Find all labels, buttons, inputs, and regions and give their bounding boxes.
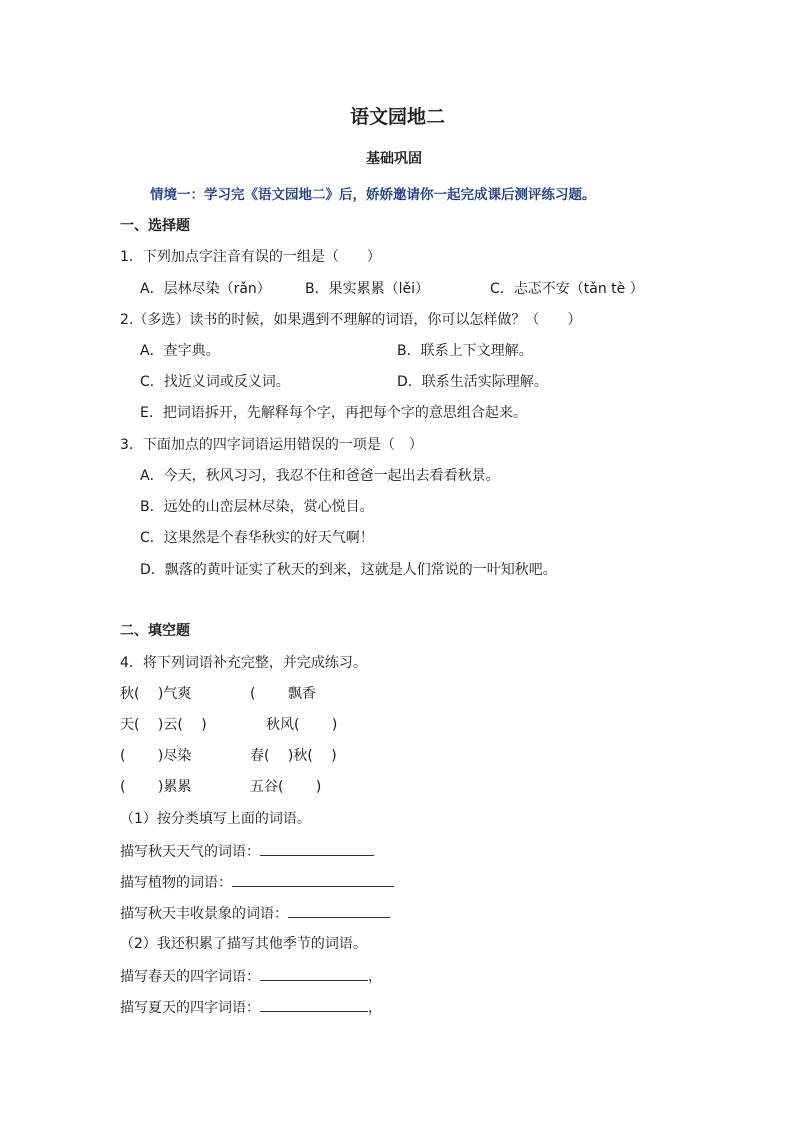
idiom-blank-6: 春( )秋( ) bbox=[250, 748, 337, 764]
answer-blank[interactable] bbox=[260, 996, 368, 1012]
fill-line-harvest bbox=[120, 902, 390, 924]
question-2-stem: 2.（多选）读书的时候，如果遇到不理解的词语，你可以怎样做？（ ） bbox=[120, 312, 582, 328]
idiom-blank-1: 秋( )气爽 bbox=[120, 686, 192, 702]
fill-comma: ， bbox=[368, 969, 382, 985]
fill-label: 描写植物的词语： bbox=[120, 875, 232, 891]
fill-label: 描写春天的四字词语： bbox=[120, 969, 260, 985]
question-1-option-b: B．果实累累（lěi） bbox=[305, 281, 429, 297]
fill-line-plants bbox=[120, 871, 394, 893]
scenario-intro: 情境一：学习完《语文园地二》后，娇娇邀请你一起完成课后测评练习题。 bbox=[150, 187, 596, 203]
fill-line-spring bbox=[120, 965, 382, 987]
question-2-option-b: B．联系上下文理解。 bbox=[397, 343, 533, 359]
question-3-stem: 3．下面加点的四字词语运用错误的一项是（ ） bbox=[120, 437, 423, 453]
question-2-option-e: E．把词语拆开，先解释每个字，再把每个字的意思组合起来。 bbox=[140, 405, 527, 421]
section-heading-choice: 一、选择题 bbox=[120, 218, 190, 234]
question-1-option-a: A．层林尽染（rǎn） bbox=[140, 281, 271, 297]
sub-question-2: （2）我还积累了描写其他季节的词语。 bbox=[120, 936, 367, 952]
question-3-option-a: A．今天，秋风习习，我忍不住和爸爸一起出去看看秋景。 bbox=[140, 468, 500, 484]
fill-label: 描写秋天丰收景象的词语： bbox=[120, 906, 288, 922]
question-4-stem: 4．将下列词语补充完整，并完成练习。 bbox=[120, 655, 367, 671]
answer-blank[interactable] bbox=[232, 871, 394, 887]
page-title: 语文园地二 bbox=[350, 106, 446, 128]
answer-blank[interactable] bbox=[288, 902, 390, 918]
question-2-option-d: D．联系生活实际理解。 bbox=[397, 374, 548, 390]
question-3-option-b: B．远处的山峦层林尽染，赏心悦目。 bbox=[140, 499, 374, 515]
question-1-stem: 1．下列加点字注音有误的一组是（ ） bbox=[120, 249, 381, 265]
answer-blank[interactable] bbox=[260, 965, 368, 981]
fill-line-summer bbox=[120, 996, 382, 1018]
idiom-blank-7: ( )累累 bbox=[120, 779, 192, 795]
fill-label: 描写秋天天气的词语： bbox=[120, 844, 260, 860]
sub-question-1: （1）按分类填写上面的词语。 bbox=[120, 811, 311, 827]
question-3-option-c: C．这果然是个春华秋实的好天气啊！ bbox=[140, 530, 374, 546]
question-2-option-c: C．找近义词或反义词。 bbox=[140, 374, 290, 390]
fill-comma: ， bbox=[368, 1000, 382, 1016]
section-heading-fill: 二、填空题 bbox=[120, 623, 190, 639]
fill-line-autumn-weather bbox=[120, 840, 374, 862]
question-1-option-c: C．忐忑不安（tǎn tè ） bbox=[490, 281, 644, 297]
idiom-blank-4: 秋风( ) bbox=[266, 717, 338, 733]
page-subtitle: 基础巩固 bbox=[366, 151, 422, 167]
fill-label: 描写夏天的四字词语： bbox=[120, 1000, 260, 1016]
question-3-option-d: D．飘落的黄叶证实了秋天的到来，这就是人们常说的一叶知秋吧。 bbox=[140, 562, 557, 578]
idiom-blank-5: ( )尽染 bbox=[120, 748, 192, 764]
idiom-blank-2: ( 飘香 bbox=[250, 686, 316, 702]
idiom-blank-3: 天( )云( ) bbox=[120, 717, 207, 733]
idiom-blank-8: 五谷( ) bbox=[250, 779, 322, 795]
answer-blank[interactable] bbox=[260, 840, 374, 856]
question-2-option-a: A．查字典。 bbox=[140, 343, 220, 359]
